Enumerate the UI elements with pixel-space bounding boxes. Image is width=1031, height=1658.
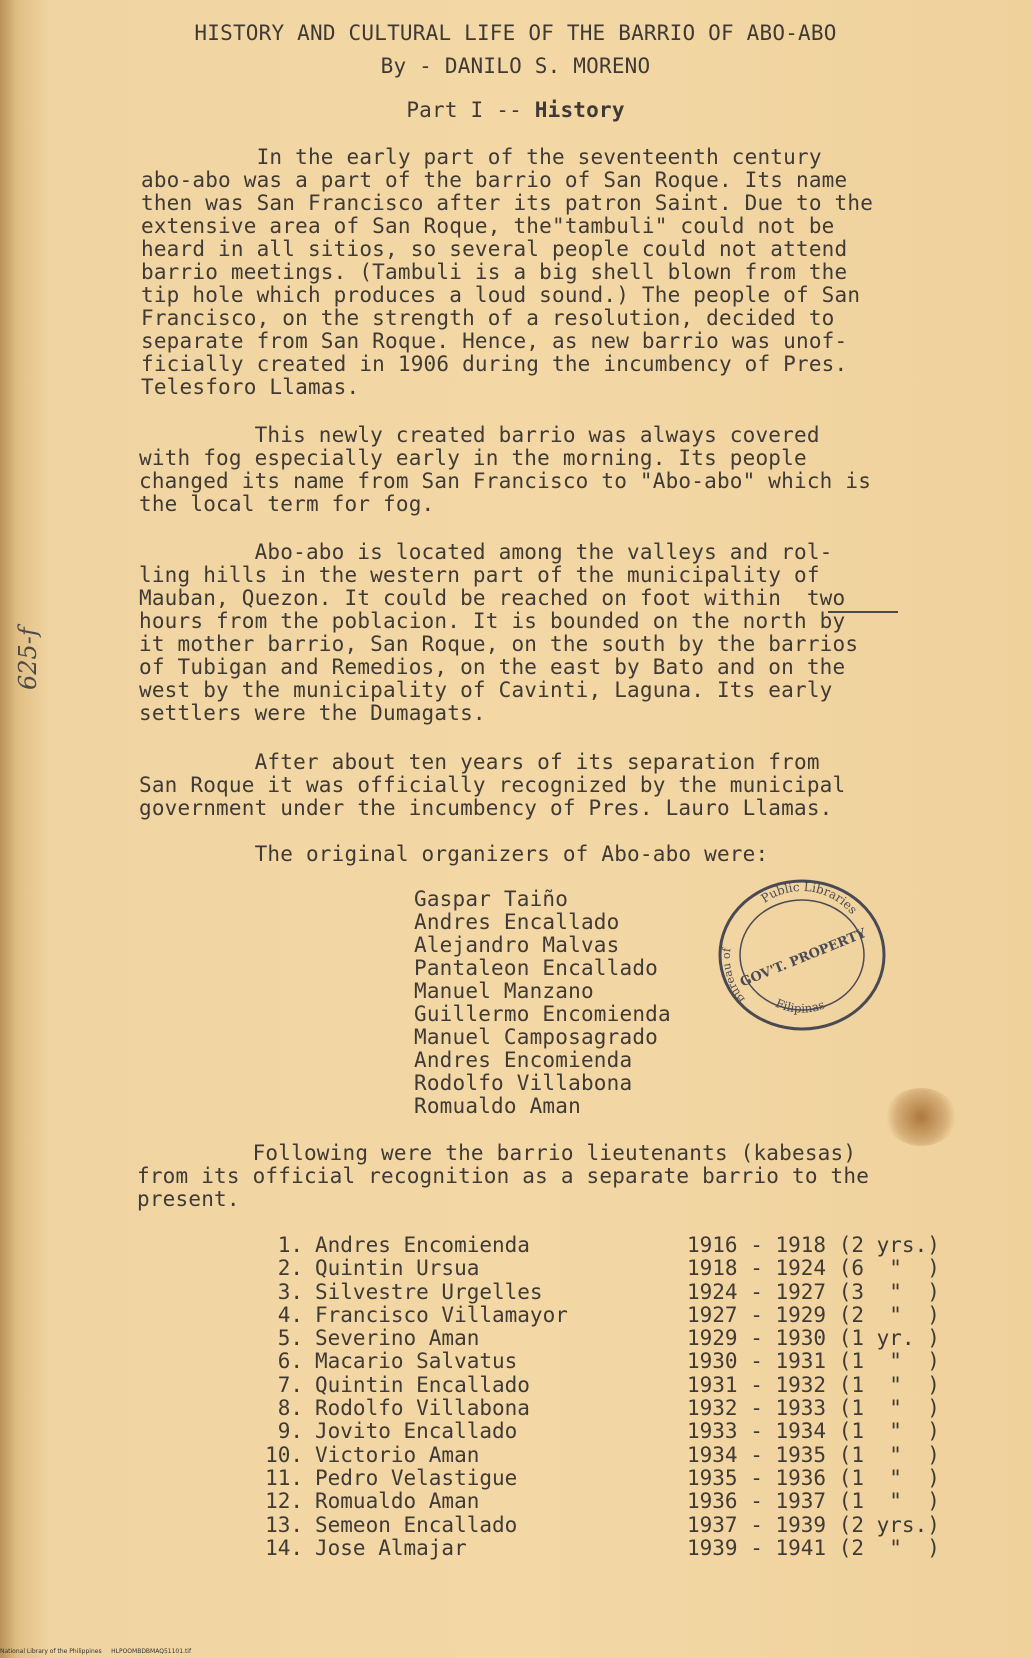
organizer-name: Andres Encallado xyxy=(414,910,620,934)
row-number: 6. xyxy=(277,1349,303,1374)
text-line: government under the incumbency of Pres. Lauro Llamas. xyxy=(139,796,833,820)
organizer-name: Guillermo Encomienda xyxy=(414,1002,671,1026)
term-years: 1937 - 1939 (2 yrs.) xyxy=(687,1512,940,1537)
organizers-list xyxy=(414,888,671,1118)
lieutenant-name: Quintin Ursua xyxy=(315,1256,480,1281)
text-line: Francisco, on the strength of a resolution, decided to xyxy=(141,306,835,330)
lieutenant-name: Macario Salvatus xyxy=(315,1349,518,1374)
text-line: ling hills in the western part of the municipality of xyxy=(139,563,820,587)
lieutenant-name: Romualdo Aman xyxy=(315,1489,480,1514)
organizer-name: Rodolfo Villabona xyxy=(414,1071,633,1095)
organizer-name: Pantaleon Encallado xyxy=(414,956,659,980)
term-years: 1931 - 1932 (1 " ) xyxy=(687,1372,940,1397)
lieutenant-name: Jovito Encallado xyxy=(315,1419,518,1444)
text-line: the local term for fog. xyxy=(139,492,435,516)
row-number: 8. xyxy=(277,1396,303,1421)
term-years: 1930 - 1931 (1 " ) xyxy=(687,1349,940,1374)
text-line: tip hole which produces a loud sound.) The people of San xyxy=(141,283,861,307)
lieutenant-name: Severino Aman xyxy=(315,1326,480,1351)
row-number: 12. xyxy=(265,1489,303,1514)
text-line: ficially created in 1906 during the incumbency of Pres. xyxy=(141,352,848,376)
row-number: 7. xyxy=(277,1372,303,1397)
text-line: separate from San Roque. Hence, as new barrio was unof- xyxy=(141,329,848,353)
row-number: 10. xyxy=(265,1442,303,1467)
term-years: 1934 - 1935 (1 " ) xyxy=(687,1442,940,1467)
stamp-left-text: Bureau of xyxy=(719,947,748,1006)
text-line: San Roque it was officially recognized by the municipal xyxy=(139,773,846,797)
lieutenants-intro-line: from its official recognition as a separate barrio to the xyxy=(137,1164,870,1188)
lieutenant-name: Andres Encomienda xyxy=(315,1233,530,1257)
text-line: Mauban, Quezon. It could be reached on foot within two xyxy=(139,586,846,610)
text-line: then was San Francisco after its patron Saint. Due to the xyxy=(141,191,874,215)
row-number: 11. xyxy=(265,1465,303,1490)
organizer-name: Romualdo Aman xyxy=(414,1094,581,1118)
lieutenant-name: Quintin Encallado xyxy=(315,1372,530,1397)
text-line: hours from the poblacion. It is bounded on the north by xyxy=(139,609,846,633)
document-title: HISTORY AND CULTURAL LIFE OF THE BARRIO OF ABO-ABO xyxy=(194,21,837,45)
text-line: barrio meetings. (Tambuli is a big shell blown from the xyxy=(141,260,848,284)
text-line: Abo-abo is located among the valleys and rol- xyxy=(139,540,833,564)
text-line: with fog especially early in the morning. Its people xyxy=(139,446,807,470)
text-line: heard in all sitios, so several people could not attend xyxy=(141,237,848,261)
lieutenant-name: Rodolfo Villabona xyxy=(315,1396,530,1421)
organizers-intro: The original organizers of Abo-abo were: xyxy=(139,842,769,866)
term-years: 1935 - 1936 (1 " ) xyxy=(687,1465,940,1490)
part-prefix: Part I -- xyxy=(406,98,535,122)
term-years: 1936 - 1937 (1 " ) xyxy=(687,1489,940,1514)
lieutenant-name: Jose Almajar xyxy=(315,1535,467,1560)
author-line: By - DANILO S. MORENO xyxy=(380,54,651,78)
handwritten-margin-note: 625-f xyxy=(14,627,42,690)
text-line: it mother barrio, San Roque, on the south by the barrios xyxy=(139,632,859,656)
lieutenants-intro-line: present. xyxy=(137,1187,240,1211)
part-heading xyxy=(0,99,1031,122)
row-number: 9. xyxy=(277,1419,303,1444)
stamp-bottom-text: Filipinas xyxy=(773,996,827,1016)
lieutenant-name: Silvestre Urgelles xyxy=(315,1279,543,1304)
paper-stain xyxy=(885,1088,957,1146)
term-years: 1918 - 1924 (6 " ) xyxy=(687,1256,940,1281)
term-years: 1927 - 1929 (2 " ) xyxy=(687,1302,940,1327)
row-number: 14. xyxy=(265,1535,303,1560)
row-number: 4. xyxy=(277,1302,303,1327)
text-line: settlers were the Dumagats. xyxy=(139,701,486,725)
row-number: 2. xyxy=(277,1256,303,1281)
term-years: 1939 - 1941 (2 " ) xyxy=(687,1535,940,1560)
term-years: 1929 - 1930 (1 yr. ) xyxy=(687,1326,940,1351)
library-stamp xyxy=(716,876,888,1034)
text-line: In the early part of the seventeenth century xyxy=(141,145,822,169)
part-title: History xyxy=(534,98,625,122)
lieutenant-name: Francisco Villamayor xyxy=(315,1302,568,1327)
organizer-name: Manuel Manzano xyxy=(414,979,594,1003)
text-line: changed its name from San Francisco to "Abo-abo" which is xyxy=(139,469,872,493)
term-years: 1933 - 1934 (1 " ) xyxy=(687,1419,940,1444)
text-line: west by the municipality of Cavinti, Laguna. Its early xyxy=(139,678,833,702)
text-line: After about ten years of its separation from xyxy=(139,750,820,774)
lieutenants-intro-line: Following were the barrio lieutenants (kabesas) xyxy=(137,1141,857,1165)
row-number: 3. xyxy=(277,1279,303,1304)
organizer-name: Manuel Camposagrado xyxy=(414,1025,659,1049)
term-years: 1932 - 1933 (1 " ) xyxy=(687,1396,940,1421)
organizer-name: Gaspar Taiño xyxy=(414,887,569,911)
row-number: 5. xyxy=(277,1326,303,1351)
lieutenant-name: Pedro Velastigue xyxy=(315,1465,518,1490)
handwritten-underline xyxy=(828,611,898,613)
text-line: This newly created barrio was always covered xyxy=(139,423,820,447)
scan-footer: National Library of the Philippines HLPOOMBDBMAQ51101.tif xyxy=(0,1648,192,1655)
binding-edge xyxy=(0,0,14,1658)
term-years: 1916 - 1918 (2 yrs.) xyxy=(687,1233,940,1257)
text-line: of Tubigan and Remedios, on the east by Bato and on the xyxy=(139,655,846,679)
text-line: abo-abo was a part of the barrio of San Roque. Its name xyxy=(141,168,848,192)
row-number: 13. xyxy=(265,1512,303,1537)
stamp-top-text: Public Libraries xyxy=(758,879,861,917)
organizer-name: Alejandro Malvas xyxy=(414,933,620,957)
row-number: 1. xyxy=(277,1233,303,1257)
term-years: 1924 - 1927 (3 " ) xyxy=(687,1279,940,1304)
text-line: Telesforo Llamas. xyxy=(141,375,360,399)
text-line: extensive area of San Roque, the"tambuli" could not be xyxy=(141,214,835,238)
organizer-name: Andres Encomienda xyxy=(414,1048,633,1072)
lieutenant-name: Victorio Aman xyxy=(315,1442,480,1467)
lieutenant-name: Semeon Encallado xyxy=(315,1512,518,1537)
stamp-center-text: GOV'T. PROPERTY xyxy=(738,926,869,991)
